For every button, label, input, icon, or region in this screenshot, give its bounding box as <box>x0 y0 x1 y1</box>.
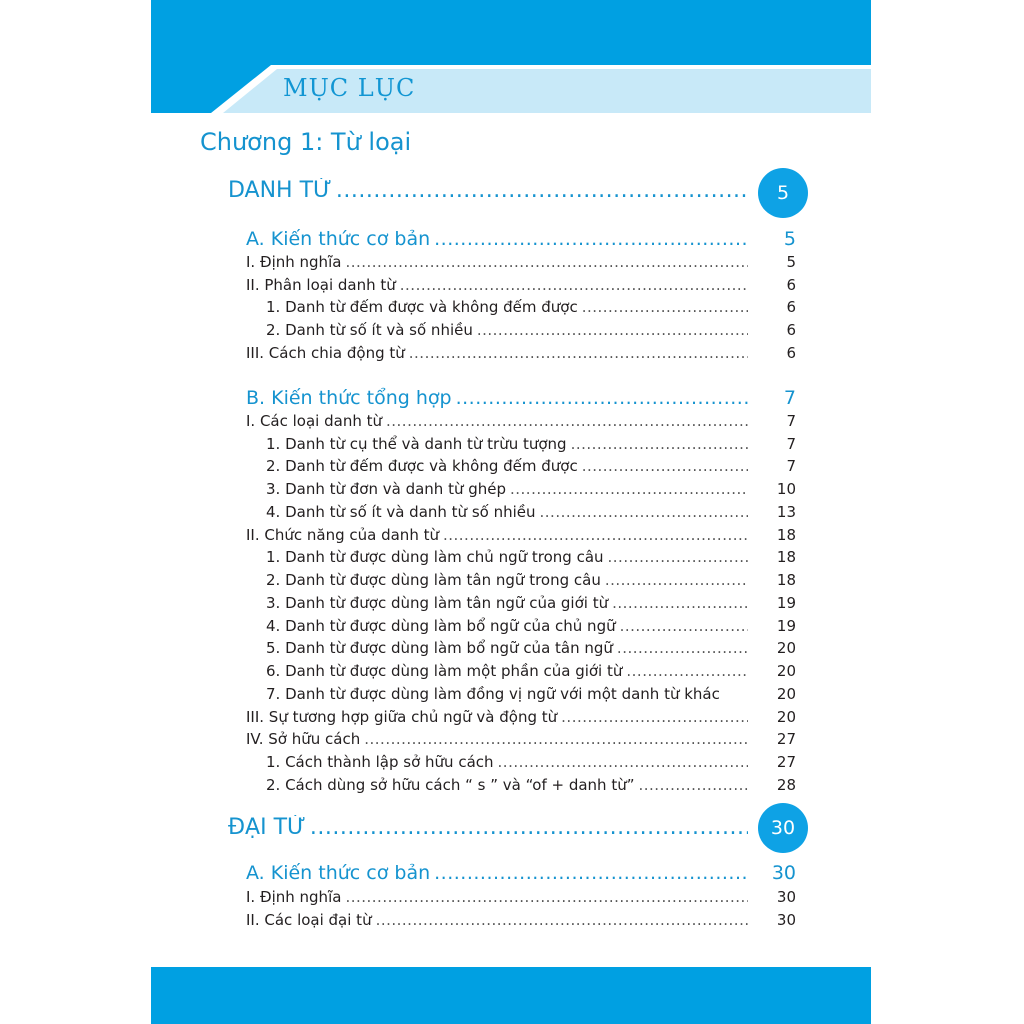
bottom-color-band <box>151 967 871 1024</box>
toc-entry[interactable] <box>246 526 748 544</box>
toc-page-number: 5 <box>786 253 796 271</box>
dot-leader <box>582 457 748 475</box>
toc-entry[interactable] <box>246 344 748 362</box>
toc-page-number: 20 <box>776 662 796 680</box>
top-color-band <box>151 0 871 57</box>
dot-leader <box>443 526 748 544</box>
toc-entry-label: 3. Danh từ được dùng làm tân ngữ của giới từ <box>266 594 609 612</box>
toc-entry-label: I. Các loại danh từ <box>246 412 382 430</box>
toc-entry[interactable] <box>266 321 748 339</box>
dot-leader <box>571 435 748 453</box>
dot-leader <box>310 815 748 840</box>
dot-leader <box>617 639 748 657</box>
toc-page-number: 10 <box>776 480 796 498</box>
toc-section-title: DANH TỪ <box>228 178 332 203</box>
dot-leader <box>345 253 748 271</box>
toc-entry[interactable] <box>266 503 748 521</box>
toc-entry[interactable] <box>266 685 748 703</box>
toc-entry[interactable] <box>246 911 748 929</box>
dot-leader <box>612 594 748 612</box>
header-banner <box>151 57 871 113</box>
toc-entry-label: 1. Danh từ đếm được và không đếm được <box>266 298 578 316</box>
dot-leader <box>364 730 748 748</box>
toc-entry-label: 1. Danh từ cụ thể và danh từ trừu tượng <box>266 435 567 453</box>
toc-page-number: 6 <box>786 321 796 339</box>
toc-entry-label: III. Cách chia động từ <box>246 344 405 362</box>
toc-page-number: 6 <box>786 344 796 362</box>
toc-entry[interactable] <box>246 412 748 430</box>
toc-page-number: 19 <box>776 594 796 612</box>
toc-entry-label: 2. Cách dùng sở hữu cách “ s ” và “of + danh từ” <box>266 776 635 794</box>
toc-part-label: A. Kiến thức cơ bản <box>246 862 431 884</box>
toc-section-dai-tu[interactable] <box>228 815 748 840</box>
toc-page-number: 6 <box>786 298 796 316</box>
dot-leader <box>540 503 748 521</box>
toc-entry[interactable] <box>246 253 748 271</box>
toc-entry-label: II. Các loại đại từ <box>246 911 372 929</box>
toc-page-number: 19 <box>776 617 796 635</box>
toc-entry[interactable] <box>266 662 748 680</box>
toc-entry-label: I. Định nghĩa <box>246 253 342 271</box>
dot-leader <box>605 571 748 589</box>
toc-entry-label: IV. Sở hữu cách <box>246 730 361 748</box>
toc-entry-label: II. Chức năng của danh từ <box>246 526 439 544</box>
toc-entry-label: 6. Danh từ được dùng làm một phần của giới từ <box>266 662 623 680</box>
toc-entry[interactable] <box>246 888 748 906</box>
toc-page-number: 18 <box>776 548 796 566</box>
dot-leader <box>434 862 748 884</box>
toc-part-label: B. Kiến thức tổng hợp <box>246 387 452 409</box>
toc-entry[interactable] <box>266 457 748 475</box>
toc-entry-label: III. Sự tương hợp giữa chủ ngữ và động từ <box>246 708 558 726</box>
toc-part-title[interactable] <box>246 387 748 409</box>
toc-page-number: 20 <box>776 639 796 657</box>
toc-page-number: 30 <box>776 911 796 929</box>
toc-page-number: 30 <box>776 888 796 906</box>
toc-page-number: 20 <box>776 708 796 726</box>
toc-page-number: 7 <box>783 387 796 409</box>
toc-entry[interactable] <box>246 730 748 748</box>
toc-entry-label: 1. Cách thành lập sở hữu cách <box>266 753 494 771</box>
dot-leader <box>434 228 748 250</box>
dot-leader <box>639 776 749 794</box>
toc-entry-label: 4. Danh từ được dùng làm bổ ngữ của chủ ngữ <box>266 617 616 635</box>
dot-leader <box>561 708 748 726</box>
dot-leader <box>386 412 748 430</box>
dot-leader <box>582 298 748 316</box>
dot-leader <box>626 662 748 680</box>
toc-page-number: 27 <box>776 730 796 748</box>
toc-entry-label: 3. Danh từ đơn và danh từ ghép <box>266 480 506 498</box>
toc-page-number: 6 <box>786 276 796 294</box>
toc-part-title[interactable] <box>246 862 748 884</box>
toc-page-number: 5 <box>783 228 796 250</box>
toc-page-number: 7 <box>786 457 796 475</box>
chapter-title: Chương 1: Từ loại <box>200 128 412 156</box>
toc-section-danh-tu[interactable] <box>228 178 748 203</box>
toc-entry-label: 1. Danh từ được dùng làm chủ ngữ trong câu <box>266 548 604 566</box>
toc-entry[interactable] <box>266 435 748 453</box>
toc-page-number: 30 <box>771 862 796 884</box>
toc-page-number: 7 <box>786 435 796 453</box>
toc-entry[interactable] <box>266 480 748 498</box>
dot-leader <box>510 480 748 498</box>
dot-leader <box>376 911 748 929</box>
dot-leader <box>620 617 748 635</box>
toc-entry[interactable] <box>266 548 748 566</box>
dot-leader <box>456 387 748 409</box>
dot-leader <box>400 276 748 294</box>
page-number-badge: 5 <box>758 168 808 218</box>
toc-entry[interactable] <box>246 276 748 294</box>
toc-entry[interactable] <box>266 776 748 794</box>
toc-page-number: 18 <box>776 571 796 589</box>
toc-entry-label: I. Định nghĩa <box>246 888 342 906</box>
toc-entry[interactable] <box>266 594 748 612</box>
toc-part-title[interactable] <box>246 228 748 250</box>
dot-leader <box>409 344 748 362</box>
dot-leader <box>345 888 748 906</box>
toc-entry[interactable] <box>266 571 748 589</box>
page-title: MỤC LỤC <box>283 74 416 102</box>
toc-page-number: 28 <box>776 776 796 794</box>
toc-entry[interactable] <box>266 617 748 635</box>
toc-entry[interactable] <box>266 298 748 316</box>
toc-page-number: 13 <box>776 503 796 521</box>
toc-entry-label: 2. Danh từ đếm được và không đếm được <box>266 457 578 475</box>
toc-part-label: A. Kiến thức cơ bản <box>246 228 431 250</box>
toc-page-number: 20 <box>776 685 796 703</box>
toc-entry-label: 2. Danh từ số ít và số nhiều <box>266 321 473 339</box>
toc-entry[interactable] <box>266 639 748 657</box>
dot-leader <box>608 548 748 566</box>
dot-leader <box>336 178 748 203</box>
toc-page-number: 7 <box>786 412 796 430</box>
dot-leader <box>498 753 748 771</box>
toc-entry-label: II. Phân loại danh từ <box>246 276 396 294</box>
dot-leader <box>477 321 748 339</box>
toc-entry-label: 7. Danh từ được dùng làm đồng vị ngữ với một danh từ khác <box>266 685 720 703</box>
toc-entry-label: 4. Danh từ số ít và danh từ số nhiều <box>266 503 536 521</box>
toc-section-title: ĐẠI TỪ <box>228 815 306 840</box>
toc-entry-label: 5. Danh từ được dùng làm bổ ngữ của tân ngữ <box>266 639 613 657</box>
toc-entry-label: 2. Danh từ được dùng làm tân ngữ trong câu <box>266 571 601 589</box>
toc-entry[interactable] <box>246 708 748 726</box>
header-banner-shape <box>151 57 871 113</box>
toc-page-number: 18 <box>776 526 796 544</box>
toc-entry[interactable] <box>266 753 748 771</box>
page-number-badge: 30 <box>758 803 808 853</box>
toc-page-number: 27 <box>776 753 796 771</box>
